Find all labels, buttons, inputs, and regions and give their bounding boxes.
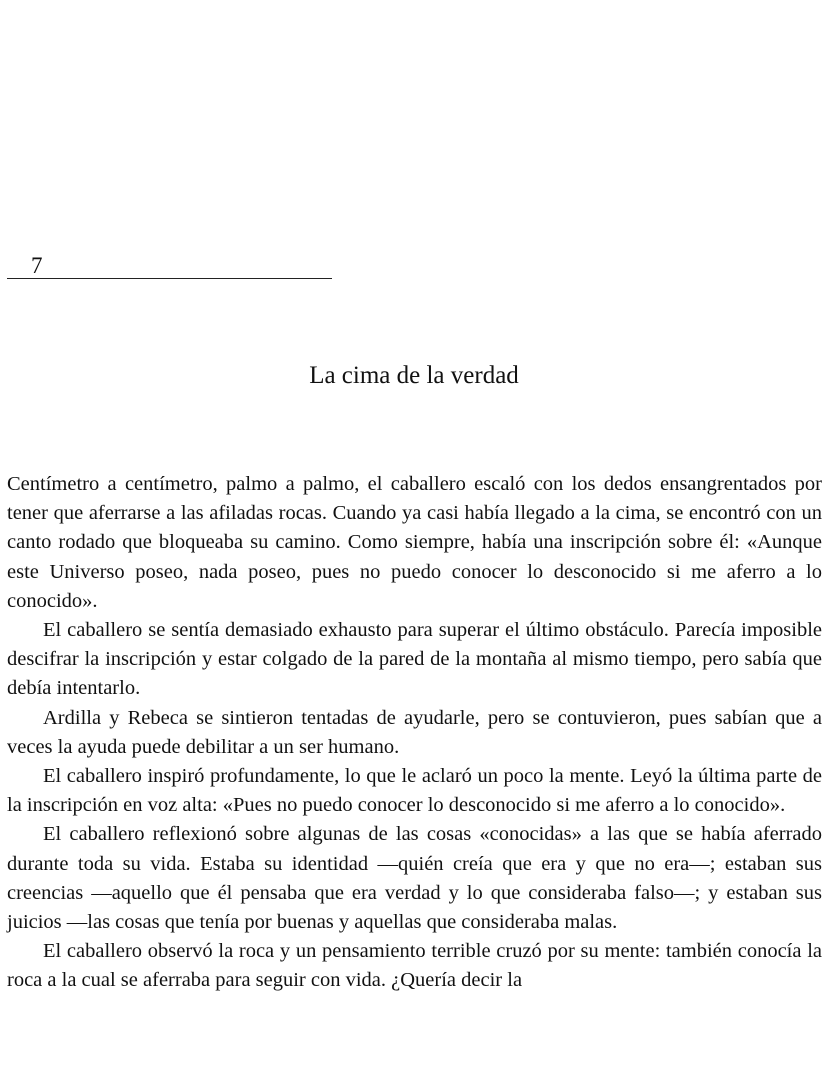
paragraph: El caballero inspiró profundamente, lo que le aclaró un poco la mente. Leyó la última parte de la inscripción en voz alta: «Pues no puedo conocer lo desconocido si me aferro a lo conocido».	[7, 765, 822, 817]
chapter-number: 7	[31, 253, 43, 278]
paragraph: Centímetro a centímetro, palmo a palmo, el caballero escaló con los dedos ensangrentados por tener que aferrarse a las afiladas rocas. Cuando ya casi había llegado a la cima, se encontró con un canto rodado que bloqueaba su camino. Como siempre, había una inscripción sobre él: «Aunque este Universo poseo, nada poseo, pues no puedo conocer lo desconocido si me aferro a lo conocido».	[7, 473, 822, 612]
chapter-rule	[7, 278, 332, 279]
paragraph: El caballero reflexionó sobre algunas de las cosas «conocidas» a las que se había aferrado durante toda su vida. Estaba su identidad —quién creía que era y que no era—; estaban sus creencias —aquello que él pensaba que era verdad y lo que consideraba falso—; y estaban sus juicios —las cosas que tenía por buenas y aquellas que consideraba malas.	[7, 823, 822, 934]
chapter-title: La cima de la verdad	[309, 362, 519, 389]
body-text	[7, 470, 822, 996]
paragraph: El caballero observó la roca y un pensamiento terrible cruzó por su mente: también conocía la roca a la cual se aferraba para seguir con vida. ¿Quería decir la	[7, 940, 822, 992]
paragraph: Ardilla y Rebeca se sintieron tentadas de ayudarle, pero se contuvieron, pues sabían que a veces la ayuda puede debilitar a un ser humano.	[7, 706, 822, 758]
paragraph: El caballero se sentía demasiado exhausto para superar el último obstáculo. Parecía imposible descifrar la inscripción y estar colgado de la pared de la montaña al mismo tiempo, pero sabía que debía intentarlo.	[7, 619, 822, 700]
